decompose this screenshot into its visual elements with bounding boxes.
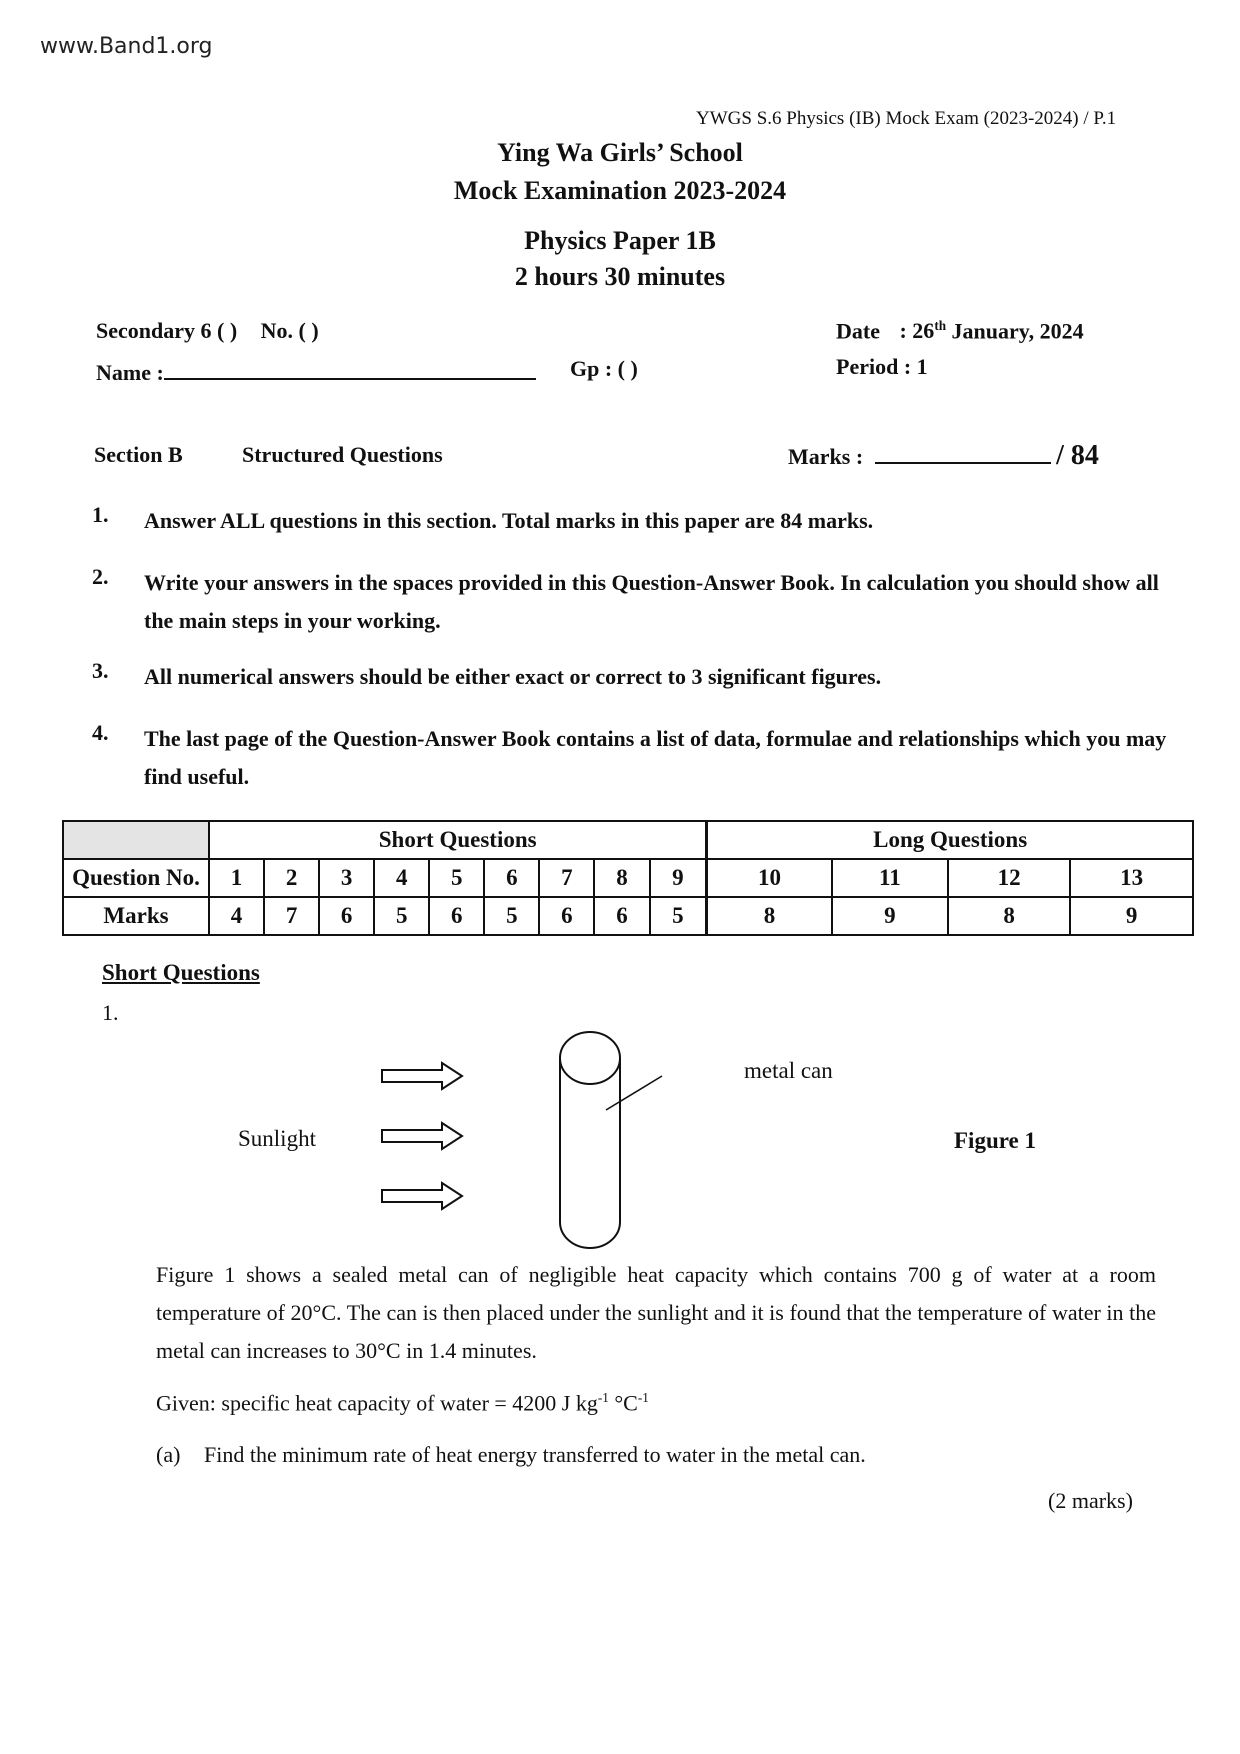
school-name: Ying Wa Girls’ School <box>497 138 743 167</box>
blank-corner-cell <box>63 821 209 859</box>
part-a-question: Find the minimum rate of heat energy transferred to water in the metal can. <box>204 1442 866 1467</box>
exam-date: Date : 26th January, 2024 <box>836 318 1084 344</box>
name-label: Name : <box>96 360 164 385</box>
watermark: www.Band1.org <box>40 34 213 59</box>
table-cell: 6 <box>429 897 484 935</box>
table-header-row <box>63 821 1193 859</box>
part-a-marks: (2 marks) <box>1048 1488 1133 1513</box>
row-label: Marks <box>63 897 209 935</box>
paper-title: Physics Paper 1B <box>524 226 716 255</box>
table-cell: 5 <box>374 897 429 935</box>
table-cell: 11 <box>832 859 948 897</box>
table-cell: 8 <box>594 859 649 897</box>
figure-caption: Figure 1 <box>954 1128 1036 1153</box>
table-cell: 8 <box>948 897 1070 935</box>
marks-label: Marks : <box>788 444 864 469</box>
figure-1-diagram <box>370 1030 770 1250</box>
table-cell: 9 <box>1070 897 1193 935</box>
marks-row <box>63 897 1193 935</box>
name-blank[interactable] <box>164 356 536 380</box>
table-cell: 13 <box>1070 859 1193 897</box>
table-cell: 3 <box>319 859 374 897</box>
long-questions-header: Long Questions <box>707 821 1193 859</box>
marks-total: / 84 <box>1056 440 1099 471</box>
table-cell: 5 <box>429 859 484 897</box>
sunlight-arrow-icon <box>382 1063 462 1209</box>
row-label: Question No. <box>63 859 209 897</box>
class-no-label: No. ( ) <box>260 318 319 343</box>
table-cell: 7 <box>264 897 319 935</box>
table-cell: 5 <box>484 897 539 935</box>
table-cell: 5 <box>650 897 707 935</box>
page-header: YWGS S.6 Physics (IB) Mock Exam (2023-2024) / P.1 <box>696 108 1117 129</box>
table-cell: 7 <box>539 859 594 897</box>
table-cell: 10 <box>707 859 832 897</box>
short-questions-heading: Short Questions <box>102 960 260 985</box>
table-cell: 9 <box>832 897 948 935</box>
instruction-1: 1. Answer ALL questions in this section. Total marks in this paper are 84 marks. <box>92 502 874 533</box>
table-cell: 8 <box>707 897 832 935</box>
table-cell: 6 <box>484 859 539 897</box>
exam-title: Mock Examination 2023-2024 <box>453 176 787 205</box>
instruction-3: 3. All numerical answers should be either exact or correct to 3 significant figures. <box>92 658 882 689</box>
given-data: Given: specific heat capacity of water = 4200 J $kg^{-1}$ $^\circ C^{-1}$ <box>156 1390 649 1416</box>
marks-blank[interactable] <box>875 440 1051 464</box>
short-questions-header: Short Questions <box>209 821 707 859</box>
table-cell: 4 <box>374 859 429 897</box>
marks-allocation-table <box>62 820 1194 936</box>
date-label: Date <box>836 318 880 344</box>
metal-can-icon <box>560 1032 662 1248</box>
class-field[interactable] <box>96 318 319 344</box>
class-label: Secondary 6 ( ) <box>96 318 238 343</box>
question-number: 1. <box>102 1000 119 1025</box>
table-cell: 1 <box>209 859 264 897</box>
table-cell: 2 <box>264 859 319 897</box>
group-field[interactable]: Gp : ( ) <box>570 356 638 381</box>
section-title: Structured Questions <box>242 442 443 467</box>
table-cell: 6 <box>319 897 374 935</box>
table-cell: 6 <box>539 897 594 935</box>
instruction-2: 2. Write your answers in the spaces provided in this Question-Answer Book. In calculation you should show all the main steps in your working. <box>92 564 1159 633</box>
table-cell: 4 <box>209 897 264 935</box>
instruction-4: 4. The last page of the Question-Answer Book contains a list of data, formulae and relationships which you may find useful. <box>92 720 1167 789</box>
part-a-label: (a) <box>156 1442 181 1467</box>
table-cell: 9 <box>650 859 707 897</box>
table-cell: 6 <box>594 897 649 935</box>
sunlight-label: Sunlight <box>238 1126 316 1151</box>
name-field[interactable] <box>96 356 536 386</box>
metal-can-label: metal can <box>744 1058 833 1083</box>
marks-field[interactable] <box>788 440 1099 472</box>
table-cell: 12 <box>948 859 1070 897</box>
question-paragraph: Figure 1 shows a sealed metal can of negligible heat capacity which contains 700 g of water at a room temperature of 20°C. The can is then placed under the sunlight and it is found that the temperature of water in the metal can increases to 30°C in 1.4 minutes. <box>156 1262 1156 1363</box>
exam-duration: 2 hours 30 minutes <box>514 262 726 291</box>
question-number-row <box>63 859 1193 897</box>
exam-period: Period : 1 <box>836 354 928 379</box>
section-label: Section B <box>94 442 183 467</box>
